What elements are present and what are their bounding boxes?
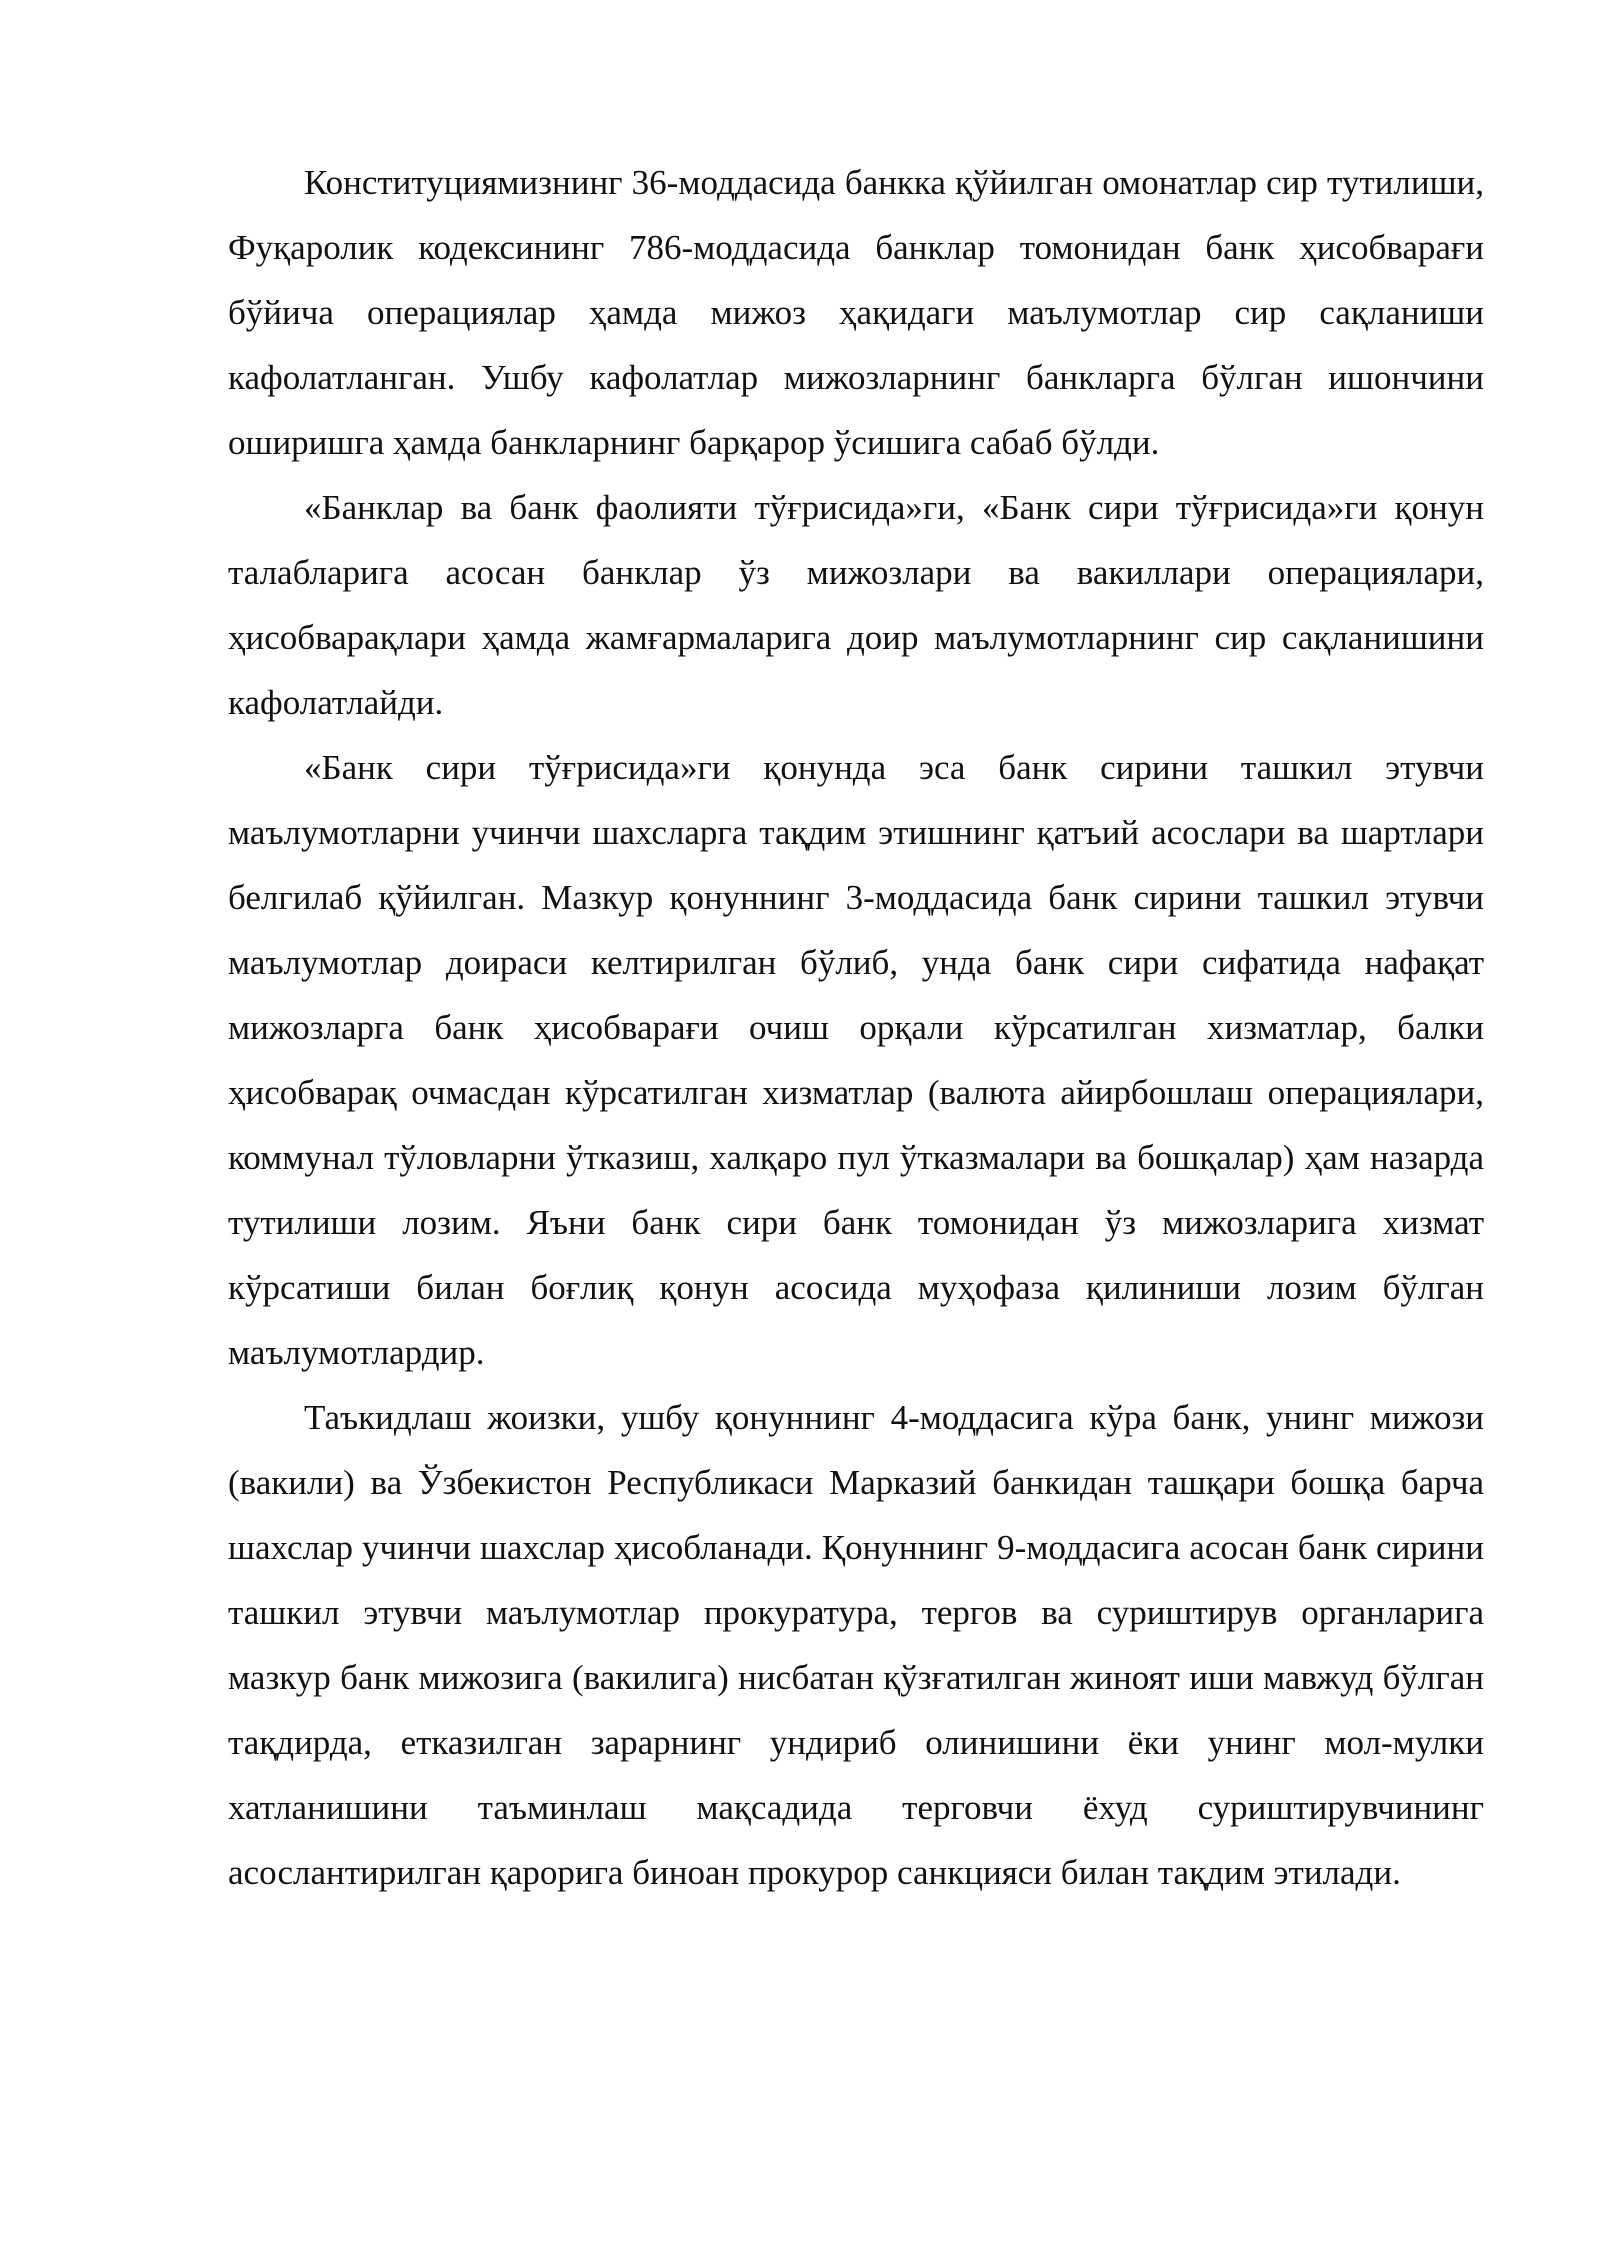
paragraph-4: Таъкидлаш жоизки, ушбу қонуннинг 4-моддасига кўра банк, унинг мижози (вакили) ва Ўзбекистон Республикаси Марказий банкидан ташқари бошқа барча шахслар учинчи шахслар ҳисобланади. Қонуннинг 9-моддасига асосан банк сирини ташкил этувчи маълумотлар прокуратура, тергов ва суриштирув органларига мазкур банк мижозига (вакилига) нисбатан қўзғатилган жиноят иши мавжуд бўлган тақдирда, етказилган зарарнинг ундириб олинишини ёки унинг мол-мулки хатланишини таъминлаш мақсадида терговчи ёхуд суриштирувчининг асослантирилган қарорига биноан прокурор санкцияси билан тақдим этилади. (228, 1398, 1484, 1892)
paragraph-2: «Банклар ва банк фаолияти тўғрисида»ги, «Банк сири тўғрисида»ги қонун талабларига асосан банклар ўз мижозлари ва вакиллари операциялари, ҳисобварақлари ҳамда жамғармаларига доир маълумотларнинг сир сақланишини кафолатлайди. (228, 488, 1484, 722)
document-body (228, 150, 1484, 1905)
paragraph-3: «Банк сири тўғрисида»ги қонунда эса банк сирини ташкил этувчи маълумотларни учинчи шахсларга тақдим этишнинг қатъий асослари ва шартлари белгилаб қўйилган. Мазкур қонуннинг 3-моддасида банк сирини ташкил этувчи маълумотлар доираси келтирилган бўлиб, унда банк сири сифатида нафақат мижозларга банк ҳисобварағи очиш орқали кўрсатилган хизматлар, балки ҳисобварақ очмасдан кўрсатилган хизматлар (валюта айирбошлаш операциялари, коммунал тўловларни ўтказиш, халқаро пул ўтказмалари ва бошқалар) ҳам назарда тутилиши лозим. Яъни банк сири банк томонидан ўз мижозларига хизмат кўрсатиши билан боғлиқ қонун асосида муҳофаза қилиниши лозим бўлган маълумотлардир. (228, 748, 1484, 1372)
paragraph-1: Конституциямизнинг 36-моддасида банкка қўйилган омонатлар сир тутилиши, Фуқаролик кодексининг 786-моддасида банклар томонидан банк ҳисобварағи бўйича операциялар ҳамда мижоз ҳақидаги маълумотлар сир сақланиши кафолатланган. Ушбу кафолатлар мижозларнинг банкларга бўлган ишончини оширишга ҳамда банкларнинг барқарор ўсишига сабаб бўлди. (228, 163, 1484, 462)
